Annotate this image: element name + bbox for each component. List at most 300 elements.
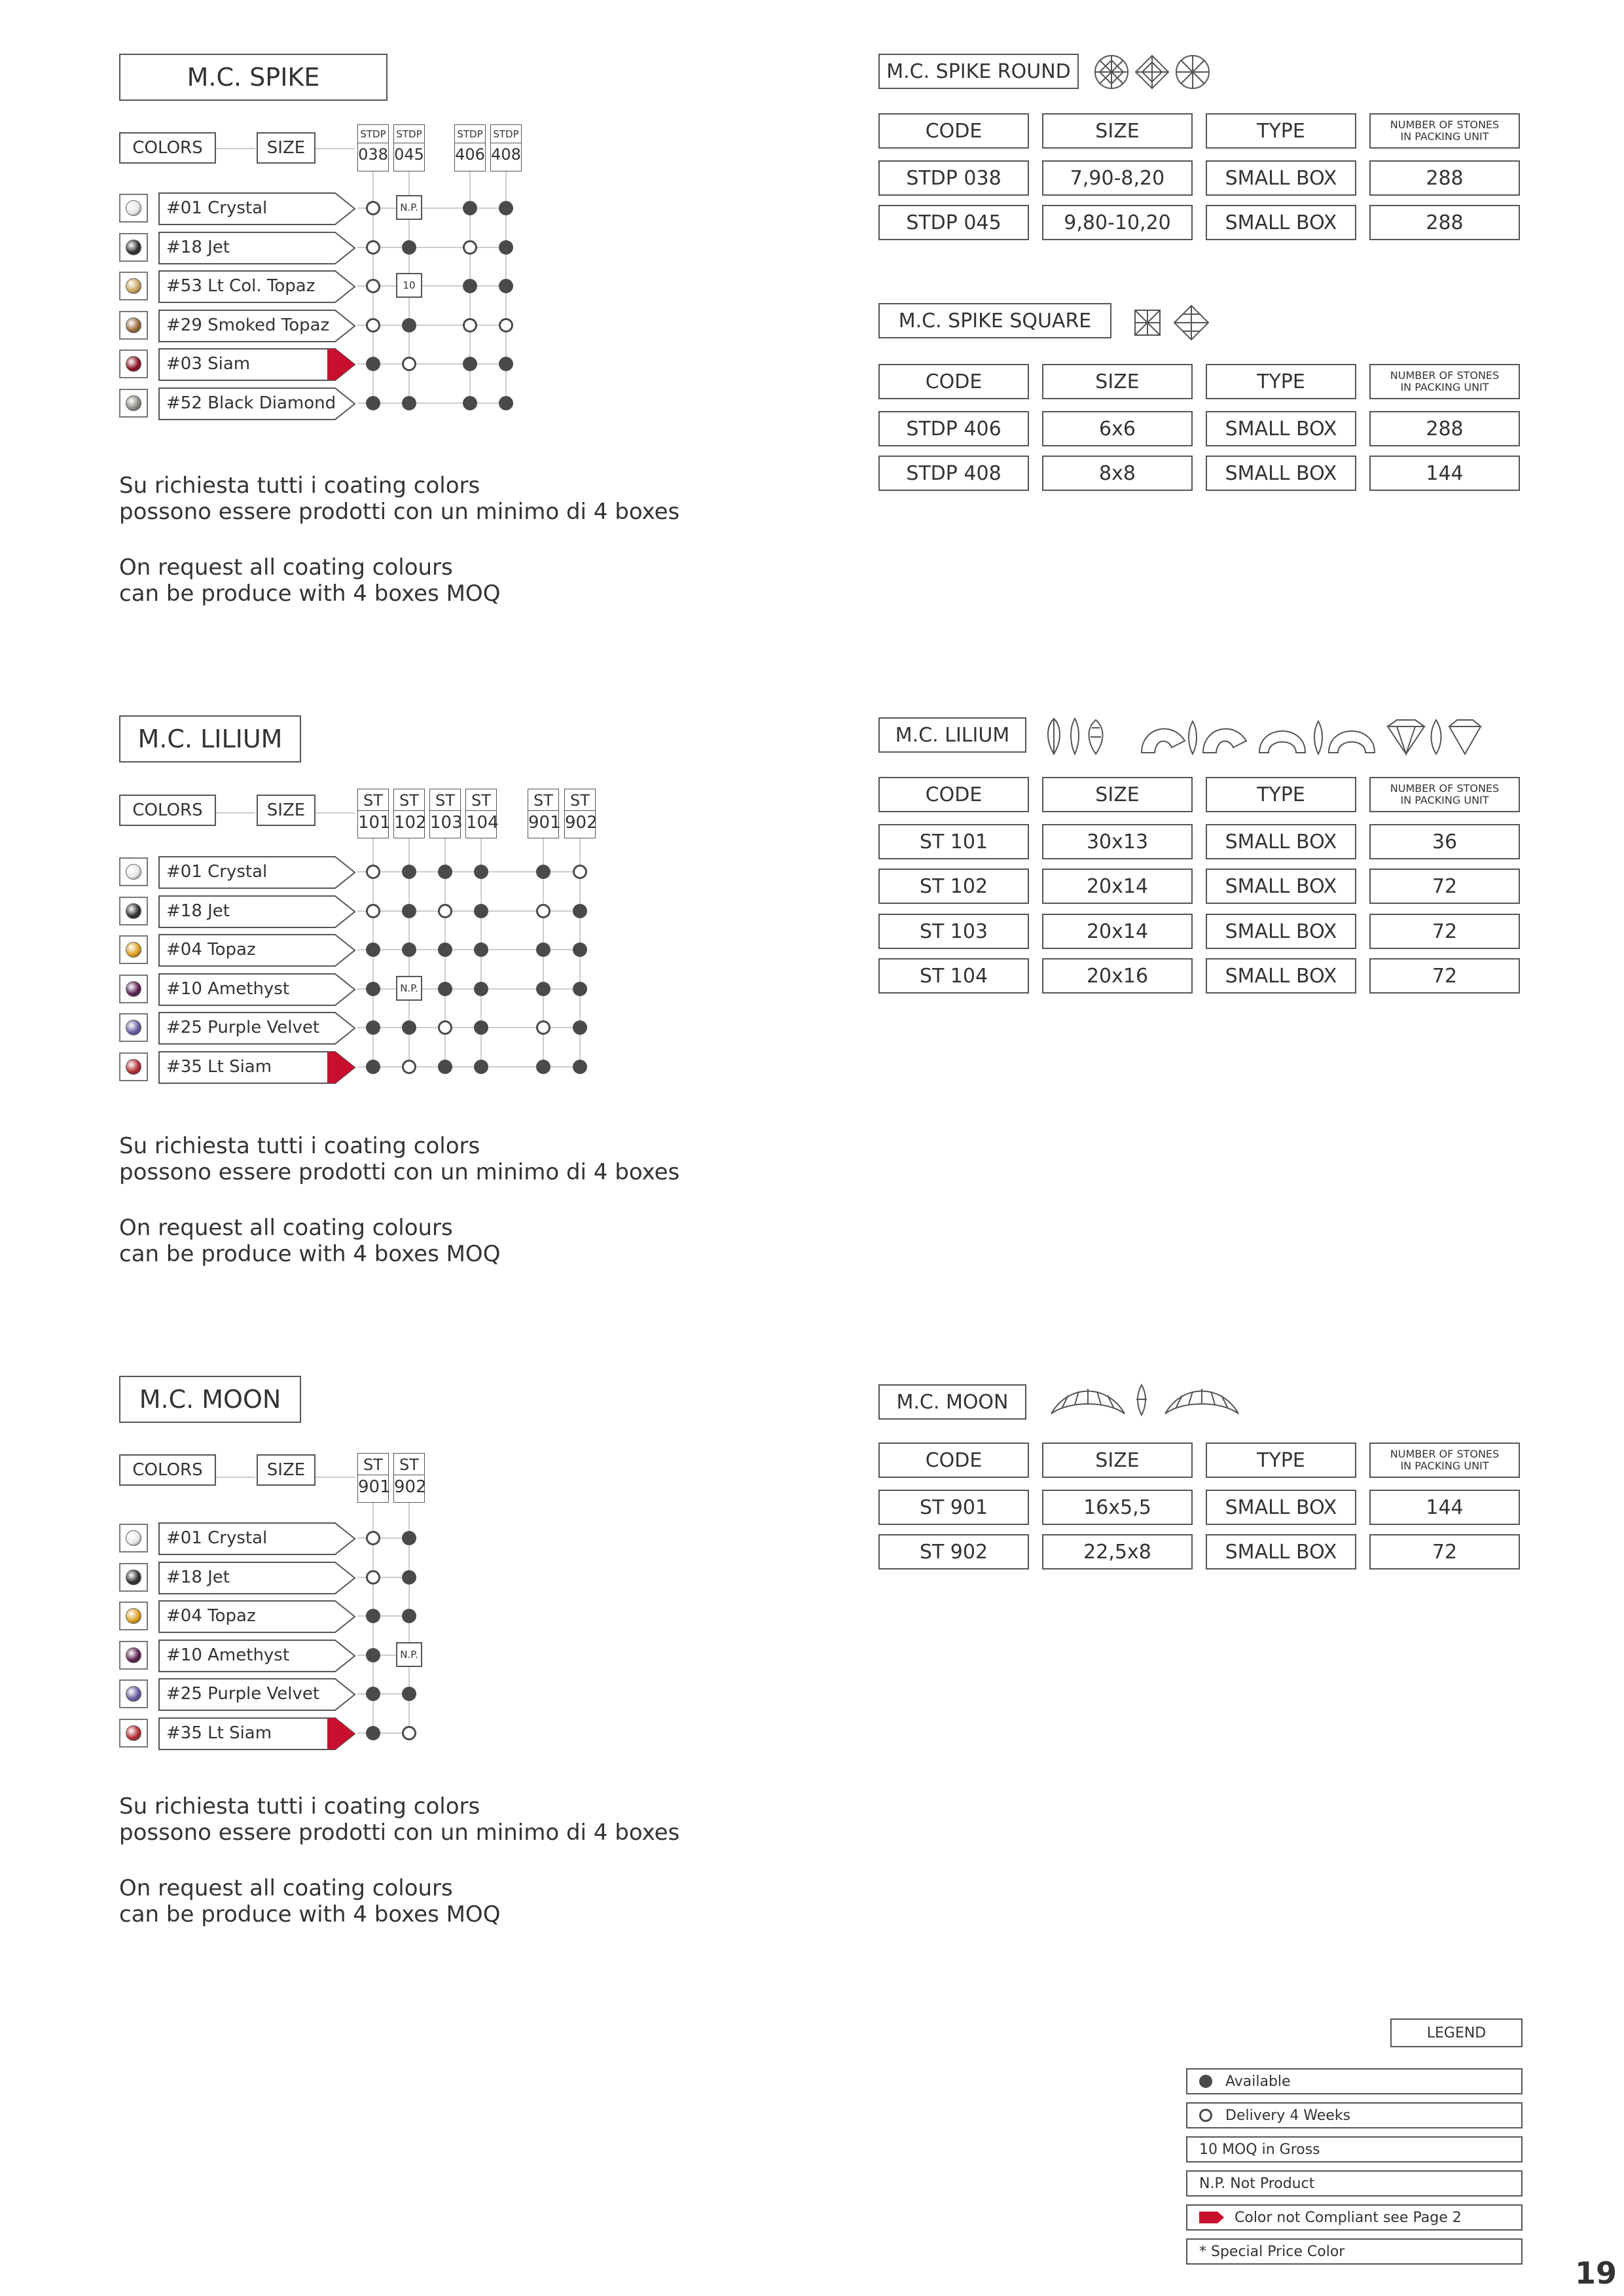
lilium-note-en — [119, 1215, 500, 1267]
table-cell-size: 20x14 — [1042, 914, 1193, 949]
note-line: Su richiesta tutti i coating colors — [119, 1793, 480, 1820]
table-header-stones — [1369, 113, 1520, 149]
size-code: 101 — [358, 813, 391, 833]
table-cell-type: SMALL BOX — [1206, 205, 1356, 240]
table-header-code: CODE — [878, 777, 1029, 812]
available-dot-icon — [474, 1060, 488, 1074]
color-swatch — [119, 1524, 148, 1552]
color-name-box — [158, 895, 355, 927]
delivery-dot-icon — [366, 904, 380, 918]
color-name-box — [158, 1678, 355, 1710]
available-dot-icon — [366, 1648, 380, 1662]
color-name-box — [158, 348, 355, 380]
delivery-dot-icon — [366, 1570, 380, 1585]
table-cell-type: SMALL BOX — [1206, 958, 1356, 994]
color-name-box — [158, 973, 355, 1005]
table-cell-stones: 144 — [1369, 1490, 1520, 1525]
size-prefix: ST — [394, 1454, 424, 1475]
legend-text: N.P. Not Product — [1199, 2175, 1315, 2192]
color-swatch — [119, 1013, 148, 1042]
color-name: #18 Jet — [166, 1567, 230, 1587]
delivery-dot-icon — [463, 318, 477, 332]
color-name-box — [158, 856, 355, 888]
color-name-box — [158, 1717, 355, 1749]
not-product-mark: N.P. — [396, 976, 422, 1001]
color-name-box — [158, 232, 355, 263]
available-dot-icon — [463, 201, 477, 215]
stone-icon — [126, 240, 141, 255]
note-line: On request all coating colours — [119, 1875, 453, 1901]
moon-note-en — [119, 1875, 500, 1928]
table-header-type: TYPE — [1206, 1443, 1356, 1478]
size-prefix: STDP — [358, 125, 388, 143]
table-cell-stones: 288 — [1369, 160, 1520, 196]
available-dot-icon — [402, 1609, 416, 1623]
connector-line — [316, 148, 355, 149]
color-name-box — [158, 310, 355, 341]
available-dot-icon — [366, 357, 380, 371]
available-dot-icon — [366, 1726, 380, 1740]
available-dot-icon — [499, 357, 513, 371]
table-header-type: TYPE — [1206, 113, 1356, 149]
table-cell-code: STDP 038 — [878, 160, 1029, 196]
note-line: possono essere prodotti con un minimo di 4 boxes — [119, 499, 680, 525]
stone-icon — [126, 1608, 141, 1624]
table-cell-code: ST 101 — [878, 824, 1029, 859]
table-cell-code: ST 102 — [878, 869, 1029, 904]
stone-icon — [126, 981, 141, 997]
header-line: NUMBER OF STONES — [1390, 369, 1500, 382]
moon-shape-icon — [1049, 1381, 1245, 1418]
table-header-stones — [1369, 364, 1520, 399]
table-header-type: TYPE — [1206, 364, 1356, 399]
size-prefix: ST — [358, 1454, 388, 1475]
stone-icon — [126, 1530, 141, 1546]
table-cell-type: SMALL BOX — [1206, 824, 1356, 859]
available-dot-icon — [402, 865, 416, 879]
delivery-dot-icon — [402, 1060, 416, 1074]
available-dot-icon — [366, 1687, 380, 1701]
delivery-dot-icon — [438, 904, 452, 918]
table-cell-stones: 72 — [1369, 958, 1520, 994]
table-cell-type: SMALL BOX — [1206, 1490, 1356, 1525]
available-dot-icon — [402, 240, 416, 255]
table-cell-size: 22,5x8 — [1042, 1534, 1193, 1570]
color-name-box — [158, 1600, 355, 1632]
size-code: 408 — [491, 145, 521, 164]
table-cell-stones: 72 — [1369, 1534, 1520, 1570]
size-column-header — [465, 789, 497, 838]
table-cell-size: 20x14 — [1042, 869, 1193, 904]
legend-text: * Special Price Color — [1199, 2243, 1345, 2260]
lilium-note-it — [119, 1133, 679, 1185]
stone-icon — [126, 1725, 141, 1741]
color-name: #18 Jet — [166, 901, 230, 921]
note-line: possono essere prodotti con un minimo di 4 boxes — [119, 1820, 680, 1846]
size-prefix: ST — [528, 789, 558, 811]
legend-np — [1186, 2170, 1523, 2197]
available-dot-icon — [402, 1687, 416, 1701]
color-swatch — [119, 1602, 148, 1630]
legend-text: Color not Compliant see Page 2 — [1235, 2209, 1462, 2226]
table-cell-size: 9,80-10,20 — [1042, 205, 1193, 240]
size-code: 103 — [430, 813, 463, 833]
spike-size-label: SIZE — [257, 132, 316, 164]
stone-icon — [126, 1059, 141, 1075]
delivery-dot-icon — [438, 1020, 452, 1035]
table-cell-stones: 288 — [1369, 411, 1520, 446]
table-cell-code: ST 902 — [878, 1534, 1029, 1570]
note-line: Su richiesta tutti i coating colors — [119, 473, 480, 499]
color-name: #04 Topaz — [166, 1606, 256, 1626]
color-name: #10 Amethyst — [166, 978, 290, 999]
available-dot-icon — [573, 982, 587, 996]
color-name-box — [158, 270, 355, 302]
available-dot-icon — [402, 396, 416, 410]
moon-size-label: SIZE — [257, 1454, 316, 1486]
available-dot-icon — [499, 279, 513, 293]
table-cell-type: SMALL BOX — [1206, 1534, 1356, 1570]
table-header-code: CODE — [878, 113, 1029, 149]
table-header-size: SIZE — [1042, 364, 1193, 399]
available-dot-icon — [536, 942, 550, 957]
note-line: can be produce with 4 boxes MOQ — [119, 1901, 501, 1928]
delivery-dot-icon — [366, 240, 380, 255]
table-cell-size: 30x13 — [1042, 824, 1193, 859]
stone-icon — [126, 200, 141, 216]
table-cell-type: SMALL BOX — [1206, 411, 1356, 446]
table-cell-size: 6x6 — [1042, 411, 1193, 446]
color-swatch — [119, 272, 148, 300]
color-name: #01 Crystal — [166, 862, 268, 882]
available-dot-icon — [573, 1060, 587, 1074]
not-product-mark: N.P. — [396, 195, 422, 220]
size-code: 901 — [528, 813, 561, 833]
delivery-dot-icon — [536, 1020, 550, 1035]
table-title: M.C. LILIUM — [878, 717, 1026, 753]
stone-icon — [126, 1686, 141, 1702]
size-column-header — [393, 124, 425, 171]
spike-round-shape-icon — [1092, 52, 1223, 92]
delivery-dot-icon — [402, 1726, 416, 1740]
note-line: can be produce with 4 boxes MOQ — [119, 1241, 501, 1267]
lilium-shape-icon — [1043, 715, 1482, 758]
available-dot-icon — [366, 1609, 380, 1623]
stone-icon — [126, 317, 141, 333]
size-column-header — [393, 789, 425, 838]
available-dot-icon — [474, 942, 488, 957]
table-cell-type: SMALL BOX — [1206, 869, 1356, 904]
size-code: 902 — [565, 813, 598, 833]
color-name: #29 Smoked Topaz — [166, 315, 330, 335]
size-code: 902 — [394, 1477, 427, 1498]
table-cell-type: SMALL BOX — [1206, 456, 1356, 491]
header-line: IN PACKING UNIT — [1400, 381, 1489, 393]
spike-note-it — [119, 473, 679, 525]
size-code: 045 — [394, 145, 424, 164]
size-prefix: ST — [565, 789, 595, 811]
color-name-box — [158, 934, 355, 965]
note-line: possono essere prodotti con un minimo di 4 boxes — [119, 1159, 680, 1185]
delivery-dot-icon — [366, 279, 380, 293]
table-cell-stones: 72 — [1369, 914, 1520, 949]
color-name-box — [158, 1522, 355, 1554]
legend-special — [1186, 2238, 1523, 2265]
color-name-box — [158, 192, 355, 224]
color-swatch — [119, 389, 148, 418]
color-name: #03 Siam — [166, 354, 251, 374]
available-dot-icon — [474, 865, 488, 879]
legend-text: Available — [1225, 2073, 1291, 2090]
available-dot-icon — [438, 982, 452, 996]
size-code: 901 — [358, 1477, 391, 1498]
delivery-dot-icon — [536, 904, 550, 918]
size-column-header — [528, 789, 559, 838]
header-line: NUMBER OF STONES — [1390, 118, 1500, 131]
available-dot-icon — [366, 396, 380, 410]
available-dot-icon — [402, 1020, 416, 1035]
spike-square-shape-icon — [1130, 302, 1215, 342]
available-dot-icon — [463, 357, 477, 371]
size-column-header — [357, 124, 389, 171]
table-header-type: TYPE — [1206, 777, 1356, 812]
moon-note-it — [119, 1793, 679, 1846]
spike-note-en — [119, 554, 500, 607]
available-dot-icon — [536, 1060, 550, 1074]
moon-colors-label: COLORS — [119, 1454, 216, 1486]
size-prefix: ST — [430, 789, 460, 811]
color-swatch — [119, 311, 148, 340]
color-name: #53 Lt Col. Topaz — [166, 276, 316, 296]
table-cell-type: SMALL BOX — [1206, 160, 1356, 196]
size-prefix: ST — [358, 789, 388, 811]
empty-dot-icon — [1199, 2109, 1212, 2122]
color-name: #10 Amethyst — [166, 1645, 290, 1665]
table-header-size: SIZE — [1042, 777, 1193, 812]
red-tag-icon — [1199, 2210, 1225, 2225]
available-dot-icon — [499, 201, 513, 215]
color-swatch — [119, 1719, 148, 1748]
available-dot-icon — [536, 865, 550, 879]
table-header-stones — [1369, 777, 1520, 812]
table-cell-code: STDP 408 — [878, 456, 1029, 491]
moq-mark: 10 — [396, 273, 422, 298]
table-title: M.C. SPIKE SQUARE — [878, 303, 1111, 338]
note-line: can be produce with 4 boxes MOQ — [119, 581, 501, 607]
legend-not-compliant — [1186, 2204, 1523, 2231]
available-dot-icon — [438, 1060, 452, 1074]
delivery-dot-icon — [463, 240, 477, 255]
size-column-header — [564, 789, 596, 838]
size-column-header — [429, 789, 461, 838]
size-column-header — [490, 124, 522, 171]
table-cell-size: 16x5,5 — [1042, 1490, 1193, 1525]
color-name-box — [158, 1012, 355, 1043]
note-line: Su richiesta tutti i coating colors — [119, 1133, 480, 1159]
page-number: 19 — [1575, 2255, 1617, 2291]
size-column-header — [393, 1453, 425, 1503]
moon-title: M.C. MOON — [119, 1376, 301, 1423]
available-dot-icon — [438, 942, 452, 957]
color-name: #25 Purple Velvet — [166, 1018, 320, 1038]
color-name: #25 Purple Velvet — [166, 1684, 320, 1704]
size-prefix: STDP — [394, 125, 424, 143]
not-product-mark: N.P. — [396, 1642, 422, 1667]
spike-colors-label: COLORS — [119, 132, 216, 164]
color-swatch — [119, 1641, 148, 1670]
color-swatch — [119, 897, 148, 925]
stone-icon — [126, 1020, 141, 1035]
available-dot-icon — [402, 318, 416, 332]
color-swatch — [119, 1052, 148, 1081]
size-code: 104 — [466, 813, 499, 833]
table-cell-code: ST 104 — [878, 958, 1029, 994]
available-dot-icon — [474, 904, 488, 918]
table-cell-code: STDP 045 — [878, 205, 1029, 240]
stone-icon — [126, 1647, 141, 1663]
color-name: #18 Jet — [166, 237, 230, 257]
connector-line — [216, 812, 255, 814]
available-dot-icon — [402, 904, 416, 918]
connector-line — [216, 148, 255, 149]
header-line: NUMBER OF STONES — [1390, 1448, 1500, 1460]
available-dot-icon — [438, 865, 452, 879]
legend-delivery — [1186, 2102, 1523, 2128]
table-cell-type: SMALL BOX — [1206, 914, 1356, 949]
available-dot-icon — [463, 279, 477, 293]
color-swatch — [119, 1563, 148, 1592]
color-name: #35 Lt Siam — [166, 1723, 272, 1743]
available-dot-icon — [474, 982, 488, 996]
color-name: #01 Crystal — [166, 198, 268, 218]
color-swatch — [119, 975, 148, 1003]
table-header-code: CODE — [878, 1443, 1029, 1478]
connector-line — [316, 812, 355, 814]
color-name: #52 Black Diamond — [166, 393, 336, 413]
stone-icon — [126, 395, 141, 411]
delivery-dot-icon — [366, 318, 380, 332]
table-header-stones — [1369, 1443, 1520, 1478]
available-dot-icon — [474, 1020, 488, 1035]
size-column-header — [357, 1453, 389, 1503]
color-swatch — [119, 233, 148, 262]
available-dot-icon — [402, 1531, 416, 1545]
size-prefix: STDP — [455, 125, 485, 143]
color-swatch — [119, 194, 148, 223]
size-prefix: STDP — [491, 125, 521, 143]
stone-icon — [126, 1570, 141, 1585]
table-cell-stones: 36 — [1369, 824, 1520, 859]
size-prefix: ST — [466, 789, 496, 811]
header-line: IN PACKING UNIT — [1400, 1460, 1489, 1472]
size-column-header — [454, 124, 486, 171]
legend-text: Delivery 4 Weeks — [1225, 2107, 1351, 2124]
size-column-header — [357, 789, 389, 838]
legend-moq — [1186, 2136, 1523, 2162]
delivery-dot-icon — [366, 201, 380, 215]
available-dot-icon — [499, 396, 513, 410]
note-line: On request all coating colours — [119, 1215, 453, 1241]
stone-icon — [126, 942, 141, 958]
connector-line — [316, 1477, 355, 1478]
stone-icon — [126, 903, 141, 919]
color-swatch — [119, 1679, 148, 1708]
color-swatch — [119, 350, 148, 378]
stone-icon — [126, 864, 141, 880]
color-swatch — [119, 857, 148, 886]
table-header-size: SIZE — [1042, 1443, 1193, 1478]
table-cell-size: 20x16 — [1042, 958, 1193, 994]
header-line: NUMBER OF STONES — [1390, 782, 1500, 795]
color-name: #01 Crystal — [166, 1528, 268, 1548]
delivery-dot-icon — [366, 865, 380, 879]
size-code: 102 — [394, 813, 427, 833]
connector-line — [216, 1477, 255, 1478]
lilium-title: M.C. LILIUM — [119, 715, 301, 762]
available-dot-icon — [463, 396, 477, 410]
lilium-colors-label: COLORS — [119, 795, 216, 826]
available-dot-icon — [402, 942, 416, 957]
color-name: #04 Topaz — [166, 940, 256, 960]
table-cell-stones: 144 — [1369, 456, 1520, 491]
table-cell-size: 7,90-8,20 — [1042, 160, 1193, 196]
delivery-dot-icon — [402, 357, 416, 371]
color-swatch — [119, 935, 148, 964]
size-prefix: ST — [394, 789, 424, 811]
table-header-size: SIZE — [1042, 113, 1193, 149]
delivery-dot-icon — [366, 1531, 380, 1545]
available-dot-icon — [573, 904, 587, 918]
table-cell-size: 8x8 — [1042, 456, 1193, 491]
header-line: IN PACKING UNIT — [1400, 794, 1489, 806]
available-dot-icon — [366, 1020, 380, 1035]
color-name-box — [158, 1562, 355, 1593]
available-dot-icon — [366, 942, 380, 957]
available-dot-icon — [366, 1060, 380, 1074]
delivery-dot-icon — [573, 865, 587, 879]
legend-text: 10 MOQ in Gross — [1199, 2141, 1320, 2158]
stone-icon — [126, 278, 141, 294]
table-cell-code: ST 103 — [878, 914, 1029, 949]
table-title: M.C. SPIKE ROUND — [878, 54, 1079, 89]
size-code: 406 — [455, 145, 485, 164]
available-dot-icon — [402, 1570, 416, 1585]
color-name-box — [158, 1640, 355, 1671]
stone-icon — [126, 356, 141, 372]
table-cell-code: STDP 406 — [878, 411, 1029, 446]
spike-title: M.C. SPIKE — [119, 54, 388, 101]
color-name-box — [158, 1051, 355, 1083]
size-code: 038 — [358, 145, 388, 164]
table-header-code: CODE — [878, 364, 1029, 399]
table-cell-stones: 72 — [1369, 869, 1520, 904]
available-dot-icon — [573, 1020, 587, 1035]
legend-available — [1186, 2068, 1523, 2094]
legend-title: LEGEND — [1390, 2018, 1523, 2047]
note-line: On request all coating colours — [119, 554, 453, 581]
delivery-dot-icon — [499, 318, 513, 332]
table-cell-stones: 288 — [1369, 205, 1520, 240]
color-name: #35 Lt Siam — [166, 1057, 272, 1077]
filled-dot-icon — [1199, 2075, 1212, 2088]
header-line: IN PACKING UNIT — [1400, 130, 1489, 143]
available-dot-icon — [536, 982, 550, 996]
color-name-box — [158, 387, 355, 419]
table-title: M.C. MOON — [878, 1384, 1026, 1420]
available-dot-icon — [499, 240, 513, 255]
table-cell-code: ST 901 — [878, 1490, 1029, 1525]
available-dot-icon — [573, 942, 587, 957]
